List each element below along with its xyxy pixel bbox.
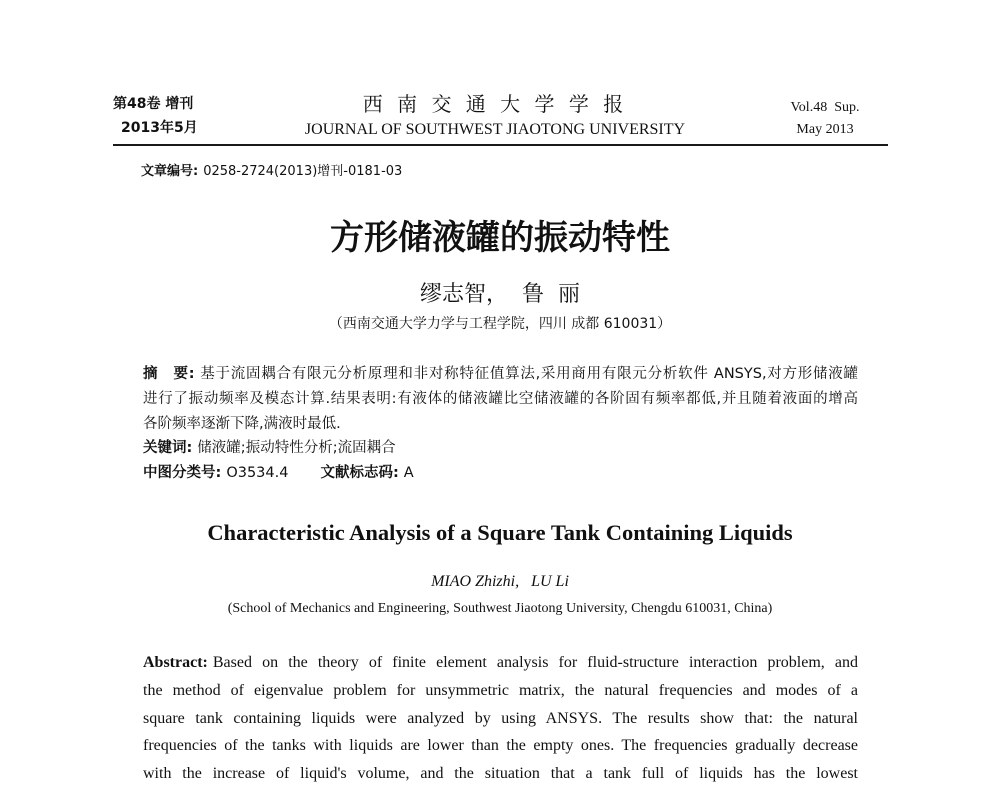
abstract-cn-line: 进行了振动频率及模态计算.结果表明:有液体的储液罐比空储液罐的各阶固有频率都低,并且随着液面的增高 [143,390,858,407]
abstract-cn [143,362,858,486]
article-number-label: 文章编号: [141,164,199,179]
journal-title-en: JOURNAL OF SOUTHWEST JIAOTONG UNIVERSITY [304,121,686,138]
classification-line [143,461,858,486]
paper-title-cn: 方形储液罐的振动特性 [330,218,670,258]
abstract-en-line: frequencies of the tanks with liquids are lower than the empty ones. The frequencies gradually decrease [143,737,858,755]
keywords-label: 关键词: [143,440,193,457]
article-number [141,163,541,181]
clc-value: O3534.4 [226,465,289,481]
volume-en: Vol.48 Sup. [790,100,860,115]
abstract-en-line: square tank containing liquids were analyzed by using ANSYS. The results show that: the natural [143,709,858,727]
abstract-cn-text: 基于流固耦合有限元分析原理和非对称特征值算法,采用商用有限元分析软件 ANSYS,对方形储液罐 [199,366,858,382]
date-cn: 2013年5月 [121,120,198,136]
journal-title-cn: 西 南 交 通 大 学 学 报 [362,92,628,116]
header-volume-block [113,92,223,140]
abstract-cn-line [143,362,858,387]
abstract-en-line: with the increase of liquid's volume, and the situation that a tank full of liquids has the lowest [143,765,858,782]
abstract-en [143,649,858,788]
paper-title-en: Characteristic Analysis of a Square Tank Containing Liquids [207,520,793,545]
article-number-value: 0258-2724(2013)增刊-0181-03 [203,164,403,179]
abstract-en-label: Abstract: [143,654,208,671]
affiliation-cn: （西南交通大学力学与工程学院，四川 成都 610031） [328,316,672,332]
header-rule [113,144,888,146]
abstract-cn-line: 各阶频率逐渐下降,满液时最低. [143,415,341,432]
abstract-en-line: the method of eigenvalue problem for unsymmetric matrix, the natural frequencies and modes of a [143,681,858,699]
date-en: May 2013 [796,122,854,137]
keywords-cn [143,436,858,461]
authors-cn: 缪志智， 鲁 丽 [420,282,580,307]
authors-en: MIAO Zhizhi, LU Li [431,573,569,590]
volume-cn: 第48卷 增刊 [113,96,194,112]
doc-code-label: 文献标志码: [320,465,399,481]
header-issue-block [770,97,880,141]
doc-code-value: A [403,465,414,481]
abstract-cn-label: 摘 要: [143,366,195,382]
abstract-en-text: Based on the theory of finite element analysis for fluid-structure interaction problem, and [212,654,858,671]
abstract-en-line [143,649,858,677]
clc-label: 中图分类号: [143,465,222,481]
journal-title-block [285,91,705,143]
keywords-value: 储液罐;振动特性分析;流固耦合 [197,440,396,457]
affiliation-en: (School of Mechanics and Engineering, Southwest Jiaotong University, Chengdu 610031, China) [227,601,773,616]
